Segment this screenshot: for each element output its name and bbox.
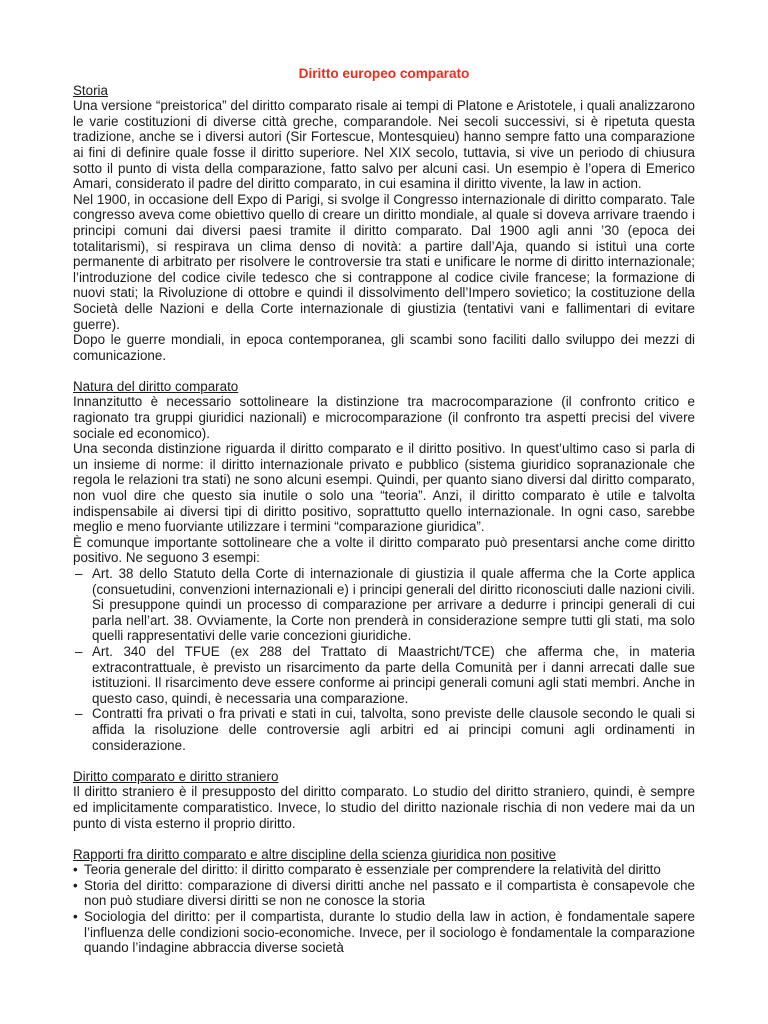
dash-list — [73, 566, 695, 753]
paragraph: Dopo le guerre mondiali, in epoca contemporanea, gli scambi sono faciliti dallo sviluppo dei mezzi di comunicazione. — [73, 332, 695, 363]
paragraph: Innanzitutto è necessario sottolineare la distinzione tra macrocomparazione (il confronto critico e ragionato tra gruppi giuridici nazionali) e microcomparazione (il confronto tra aspetti precisi del vivere sociale ed economico). — [73, 394, 695, 441]
bullet-list — [73, 862, 695, 956]
document-title: Diritto europeo comparato — [298, 66, 470, 81]
list-item: – Contratti fra privati o fra privati e stati in cui, talvolta, sono previste delle clausole secondo le quali si affida la risoluzione delle controversie agli arbitri ed ai principi comuni agli ordinamenti in considerazione. — [73, 706, 695, 753]
list-item: • Sociologia del diritto: per il compartista, durante lo studio della law in action, è fondamentale sapere l’influenza delle condizioni socio-economiche. Invece, per il sociologo è fondamentale la comparazione quando l’indagine abbraccia diverse società — [73, 909, 695, 956]
spacer — [73, 363, 695, 379]
paragraph: Una versione “preistorica” del diritto comparato risale ai tempi di Platone e Aristotele, i quali analizzarono le varie costituzioni di diverse città greche, comparandole. Nei secoli successivi, si è ripetuta questa tradizione, anche se i diversi autori (Sir Fortescue, Montesquieu) hanno sempre fatto una comparazione ai fini di definire quale fosse il diritto superiore. Nel XIX secolo, tuttavia, si vive un periodo di chiusura sotto il punto di vista della comparazione, fatto salvo per alcuni casi. Un esempio è l’opera di Emerico Amari, considerato il padre del diritto comparato, in cui esamina il diritto vivente, la law in action. — [73, 98, 695, 192]
section-heading-natura: Natura del diritto comparato — [73, 378, 239, 394]
spacer — [73, 753, 695, 769]
section-heading-rapporti: Rapporti fra diritto comparato e altre discipline della scienza giuridica non positive — [73, 846, 557, 862]
list-item: – Art. 38 dello Statuto della Corte di internazionale di giustizia il quale afferma che la Corte applica (consuetudini, convenzioni internazionali e) i principi generali del diritto riconosciuti dalle nazioni civili. Si presuppone quindi un processo di comparazione per arrivare a dedurre i principi generali di cui parla nell’art. 38. Ovviamente, la Corte non prenderà in considerazione sempre tutti gli stati, ma solo quelli rappresentativi delle varie concezioni giuridiche. — [73, 566, 695, 644]
document-page — [73, 66, 695, 956]
list-item: • Teoria generale del diritto: il diritto comparato è essenziale per comprendere la relatività del diritto — [73, 862, 695, 878]
section-heading-straniero: Diritto comparato e diritto straniero — [73, 768, 279, 784]
spacer — [73, 831, 695, 847]
paragraph: Il diritto straniero è il presupposto del diritto comparato. Lo studio del diritto straniero, quindi, è sempre ed implicitamente comparatistico. Invece, lo studio del diritto nazionale rischia di non vedere mai da un punto di vista esterno il proprio diritto. — [73, 784, 695, 831]
list-item: • Storia del diritto: comparazione di diversi diritti anche nel passato e il compartista è consapevole che non può studiare diversi diritti se non ne conosce la storia — [73, 878, 695, 909]
section-heading-storia: Storia — [73, 82, 108, 98]
list-item: – Art. 340 del TFUE (ex 288 del Trattato di Maastricht/TCE) che afferma che, in materia extracontrattuale, è previsto un risarcimento da parte della Comunità per i danni arrecati dalle sue istituzioni. Il risarcimento deve essere conforme ai principi generali comuni agli stati membri. Anche in questo caso, quindi, è necessaria una comparazione. — [73, 644, 695, 706]
paragraph: Nel 1900, in occasione dell Expo di Parigi, si svolge il Congresso internazionale di diritto comparato. Tale congresso aveva come obiettivo quello di creare un diritto mondiale, al quale si doveva arrivare traendo i principi comuni dai diversi paesi tramite il diritto comparato. Dal 1900 agli anni ’30 (epoca dei totalitarismi), si respirava un clima denso di novità: a partire dall’Aja, quando si istituì una corte permanente di arbitrato per risolvere le controversie tra stati e unificare le norme di diritto internazionale; l’introduzione del codice civile tedesco che si contrappone al codice civile francese; la formazione di nuovi stati; la Rivoluzione di ottobre e quindi il dissolvimento dell’Impero sovietico; la costituzione della Società delle Nazioni e della Corte internazionale di giustizia (tentativi vani e fallimentari di evitare guerre). — [73, 191, 695, 332]
paragraph: Una seconda distinzione riguarda il diritto comparato e il diritto positivo. In quest’ultimo caso si parla di un insieme di norme: il diritto internazionale privato e pubblico (sistema giuridico sopranazionale che regola le relazioni tra stati) ne sono alcuni esempi. Quindi, per quanto siano diversi dal diritto comparato, non vuol dire che questo sia inutile o solo una “teoria”. Anzi, il diritto comparato è utile e talvolta indispensabile ai diversi tipi di diritto positivo, soprattutto quello internazionale. In ogni caso, sarebbe meglio e meno fuorviante utilizzare i termini “comparazione giuridica”. — [73, 441, 695, 535]
paragraph: È comunque importante sottolineare che a volte il diritto comparato può presentarsi anche come diritto positivo. Ne seguono 3 esempi: — [73, 534, 695, 566]
